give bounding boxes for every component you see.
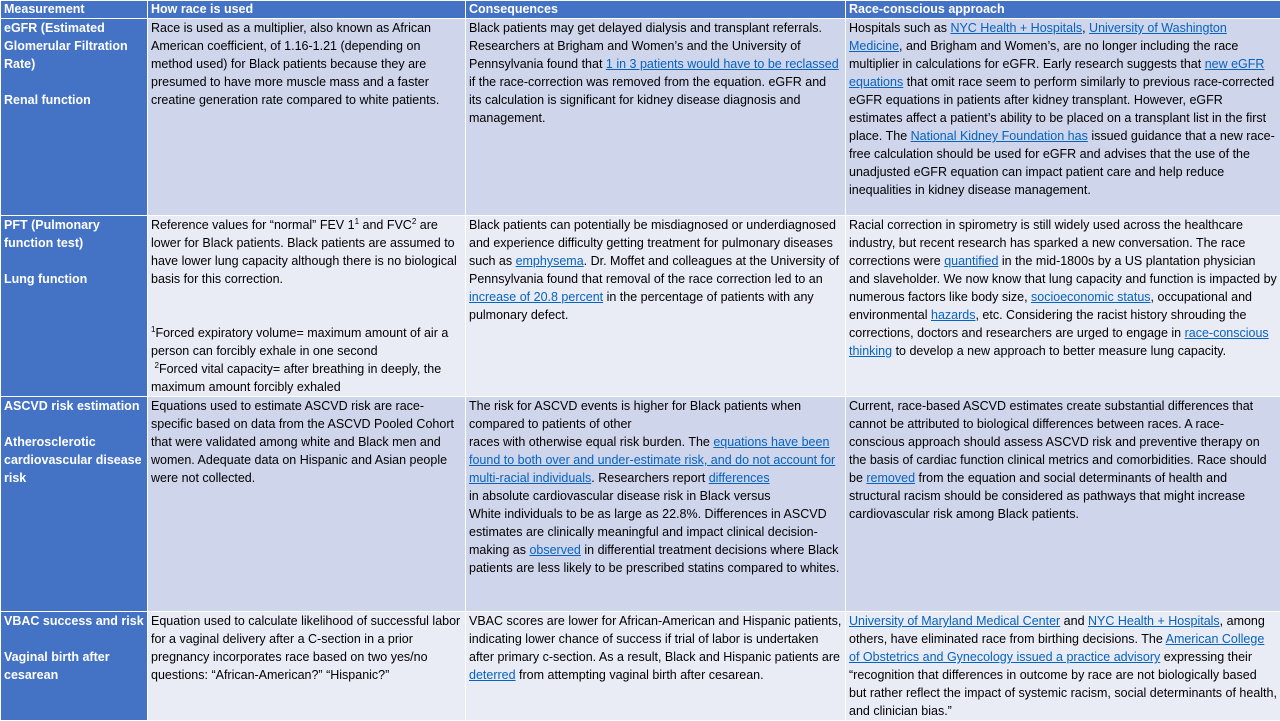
link-deterred[interactable]: deterred <box>469 668 516 682</box>
measurement-cell <box>1 397 148 612</box>
text: , <box>1082 21 1089 35</box>
approach-cell <box>846 612 1280 721</box>
link-hazards[interactable]: hazards <box>931 308 975 322</box>
text: Black patients may get delayed dialysis and transplant referrals. Researchers at Brigham and Women’s and the University of Pennsylvania found that <box>469 21 822 71</box>
link-reclassed[interactable]: 1 in 3 patients would have to be reclassed <box>606 57 839 71</box>
how-text: Equation used to calculate likelihood of successful labor for a vaginal delivery after a C-section in a prior pregnancy incorporates race based on two yes/no questions: “African-American?” “Hispanic?” <box>151 614 460 682</box>
how-cell <box>148 612 466 721</box>
measurement-name: ASCVD risk estimation <box>4 397 144 415</box>
measurement-sub: Lung function <box>4 270 144 288</box>
header-row <box>1 1 1280 19</box>
footnote-text: Forced expiratory volume= maximum amount of air a person can forcibly exhale in one second <box>151 326 448 358</box>
footnote-text: Forced vital capacity= after breathing in deeply, the maximum amount forcibly exhaled <box>151 362 441 394</box>
footnote-mark: 1 <box>355 217 359 226</box>
footnote-mark: 2 <box>154 361 158 370</box>
link-nkf[interactable]: National Kidney Foundation has <box>911 129 1088 143</box>
text: . Researchers report <box>591 471 708 485</box>
link-quantified[interactable]: quantified <box>944 254 998 268</box>
footnote-mark: 2 <box>412 217 416 226</box>
text: races with otherwise equal risk burden. The <box>469 435 713 449</box>
link-increase[interactable]: increase of 20.8 percent <box>469 290 603 304</box>
row-vbac <box>1 612 1280 721</box>
measurement-sub: Atherosclerotic cardiovascular disease risk <box>4 433 144 487</box>
measurement-name: VBAC success and risk <box>4 612 144 630</box>
measurement-name: eGFR (Estimated Glomerular Filtration Rate) <box>4 19 144 73</box>
how-cell <box>148 19 466 216</box>
link-uw-medicine[interactable]: University of Washington Medicine <box>849 21 1227 53</box>
header-how-race-used: How race is used <box>148 1 466 19</box>
approach-cell <box>846 19 1280 216</box>
how-cell <box>148 216 466 397</box>
how-text: Race is used as a multiplier, also known as African American coefficient, of 1.16-1.21 (depending on method used) for Black patients because they are presumed to have more muscle mass and a faster creatine generation rate compared to white patients. <box>151 21 439 107</box>
text: The risk for ASCVD events is higher for Black patients when compared to patients of other <box>469 397 842 433</box>
text: VBAC scores are lower for African-American and Hispanic patients, indicating lower chance of success if trial of labor is undertaken after primary c-section. As a result, Black and Hispanic patients are <box>469 614 841 664</box>
text: if the race-correction was removed from the equation. eGFR and its calculation is significant for kidney disease diagnosis and management. <box>469 75 826 125</box>
link-socioeconomic[interactable]: socioeconomic status <box>1031 290 1151 304</box>
text: to develop a new approach to better measure lung capacity. <box>892 344 1226 358</box>
text: expressing their “recognition that differences in outcome by race are not biologically based but rather reflect the impact of systemic racism, social determinants of health, and clinician bias.” <box>849 650 1277 718</box>
link-emphysema[interactable]: emphysema <box>516 254 584 268</box>
link-removed[interactable]: removed <box>866 471 915 485</box>
consequences-cell <box>466 397 846 612</box>
measurement-cell <box>1 612 148 721</box>
row-pft <box>1 216 1280 397</box>
approach-cell <box>846 397 1280 612</box>
text: and FVC <box>359 218 412 232</box>
text: from attempting vaginal birth after cesarean. <box>516 668 764 682</box>
text: , etc. Considering the racist history shrouding the corrections, doctors and researchers are urged to engage in <box>849 308 1246 340</box>
row-ascvd <box>1 397 1280 612</box>
link-new-egfr[interactable]: new eGFR equations <box>849 57 1264 89</box>
approach-cell <box>846 216 1280 397</box>
consequences-cell <box>466 612 846 721</box>
text: Black patients can potentially be misdiagnosed or underdiagnosed and experience difficulty getting treatment for pulmonary diseases such as <box>469 218 836 268</box>
measurement-sub: Renal function <box>4 91 144 109</box>
consequences-cell <box>466 19 846 216</box>
text: , occupational and environmental <box>849 290 1252 322</box>
text: are lower for Black patients. Black patients are assumed to have lower lung capacity although there is no biological basis for this correction. <box>151 218 457 286</box>
text: in the mid-1800s by a US plantation physician and slaveholder. We now know that lung capacity and function is impacted by numerous factors like body size, <box>849 254 1277 304</box>
footnote-1 <box>151 324 462 360</box>
link-observed[interactable]: observed <box>529 543 580 557</box>
link-race-conscious[interactable]: race-conscious thinking <box>849 326 1269 358</box>
text: White individuals to be as large as 22.8%. Differences in ASCVD estimates are clinically meaningful and impact clinical decision-making as <box>469 507 827 557</box>
text: from the equation and social determinants of health and structural racism should be considered as pathways that might increase cardiovascular risk among Black patients. <box>849 471 1245 521</box>
how-text: Equations used to estimate ASCVD risk are race-specific based on data from the ASCVD Pooled Cohort that were validated among white and Black men and women. Adequate data on Hispanic and Asian people were not collected. <box>151 399 454 485</box>
row-egfr <box>1 19 1280 216</box>
text: and <box>1060 614 1088 628</box>
consequences-cell <box>466 216 846 397</box>
header-approach: Race-conscious approach <box>846 1 1280 19</box>
link-differences[interactable]: differences <box>709 471 770 485</box>
text: , among others, have eliminated race from birthing decisions. The <box>849 614 1265 646</box>
measurement-sub: Vaginal birth after cesarean <box>4 648 144 684</box>
text: . Dr. Moffet and colleagues at the University of Pennsylvania found that removal of the race correction led to an <box>469 254 839 286</box>
text: in differential treatment decisions where Black patients are less likely to be prescribed statins compared to whites. <box>469 543 839 575</box>
link-umd-medical[interactable]: University of Maryland Medical Center <box>849 614 1060 628</box>
link-equations[interactable]: equations have been found to both over and under-estimate risk, and do not account for multi-racial individuals <box>469 435 835 485</box>
link-nyc-health[interactable]: NYC Health + Hospitals <box>950 21 1082 35</box>
text: Reference values for “normal” FEV 1 <box>151 218 355 232</box>
header-measurement: Measurement <box>1 1 148 19</box>
measurement-cell <box>1 19 148 216</box>
footnote-mark: 1 <box>151 325 155 334</box>
measurement-name: PFT (Pulmonary function test) <box>4 216 144 252</box>
measurement-cell <box>1 216 148 397</box>
text: in absolute cardiovascular disease risk in Black versus <box>469 487 842 505</box>
text: , and Brigham and Women’s, are no longer including the race multiplier in calculations for eGFR. Early research suggests that <box>849 39 1238 71</box>
text: that omit race seem to perform similarly to previous race-corrected eGFR equations in patients after kidney transplant. However, eGFR estimates affect a patient’s ability to be placed on a transplant list in the first place. The <box>849 75 1274 143</box>
link-acog[interactable]: American College of Obstetrics and Gynecology issued a practice advisory <box>849 632 1264 664</box>
text: in the percentage of patients with any pulmonary defect. <box>469 290 814 322</box>
text: issued guidance that a new race-free calculation should be used for eGFR and advises that the use of the unadjusted eGFR equation can impact patient care and help reduce inequalities in kidney disease management. <box>849 129 1275 197</box>
footnote-2 <box>151 360 462 396</box>
text: Current, race-based ASCVD estimates create substantial differences that cannot be attributed to biological differences between races. A race-conscious approach should assess ASCVD risk and preventive therapy on the basis of cardiac function clinical metrics and comorbidities. Race should be <box>849 399 1267 485</box>
how-cell <box>148 397 466 612</box>
header-consequences: Consequences <box>466 1 846 19</box>
text: Hospitals such as <box>849 21 950 35</box>
text: Racial correction in spirometry is still widely used across the healthcare industry, but recent research has sparked a new conversation. The race corrections were <box>849 218 1245 268</box>
link-nyc-health[interactable]: NYC Health + Hospitals <box>1088 614 1220 628</box>
